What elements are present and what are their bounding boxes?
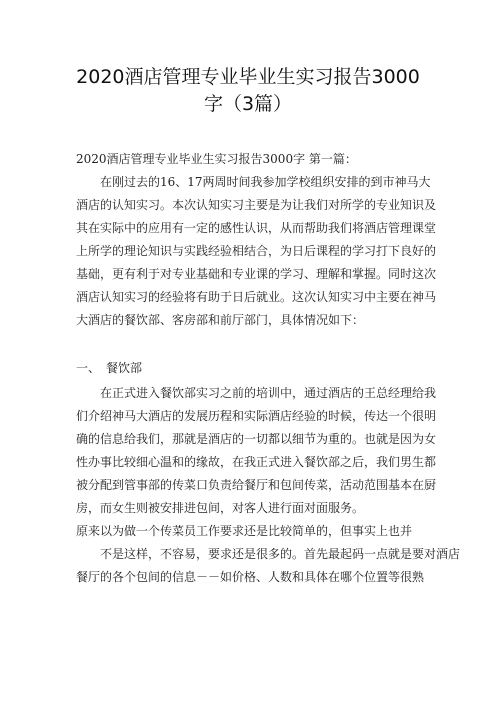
paragraph-line: 其在实际中的应用有一定的感性认识，从而帮助我们将酒店管理课堂 xyxy=(76,221,437,235)
paragraph-line: 确的信息给我们，那就是酒店的一切都以细节为重的。也就是因为女 xyxy=(76,432,437,446)
subsection-heading: 一、 餐饮部 xyxy=(76,361,143,375)
section-heading: 2020酒店管理专业毕业生实习报告3000字 第一篇： xyxy=(76,152,357,166)
paragraph-line: 房，而女生则被安排进包间，对客人进行面对面服务。 xyxy=(76,501,365,515)
paragraph-line: 基础，更有利于对专业基础和专业课的学习、理解和掌握。同时这次 xyxy=(76,267,437,281)
paragraph-line: 大酒店的餐饮部、客房部和前厅部门，具体情况如下： xyxy=(76,313,365,327)
paragraph-line: 被分配到管事部的传菜口负责给餐厅和包间传菜，活动范围基本在厨 xyxy=(76,478,437,492)
paragraph-line: 在正式进入餐饮部实习之前的培训中，通过酒店的王总经理给我 xyxy=(100,386,437,400)
paragraph-line: 餐厅的各个包间的信息－－如价格、人数和具体在哪个位置等很熟 xyxy=(76,570,425,584)
paragraph-line: 酒店的认知实习。本次认知实习主要是为让我们对所学的专业知识及 xyxy=(76,198,437,212)
document-title: 2020酒店管理专业毕业生实习报告3000 xyxy=(76,66,420,88)
paragraph-line: 不是这样，不容易，要求还是很多的。首先最起码一点就是要对酒店 xyxy=(100,547,461,561)
document-title-continued: 字（3篇） xyxy=(203,93,293,115)
paragraph-line: 原来以为做一个传菜员工作要求还是比较简单的，但事实上也并 xyxy=(76,524,413,538)
paragraph-line: 在刚过去的16、17两周时间我参加学校组织安排的到市神马大 xyxy=(100,175,431,189)
paragraph-line: 性办事比较细心温和的缘故，在我正式进入餐饮部之后，我们男生都 xyxy=(76,455,437,469)
paragraph-line: 上所学的理论知识与实践经验相结合，为日后课程的学习打下良好的 xyxy=(76,244,437,258)
paragraph-line: 酒店认知实习的经验将有助于日后就业。这次认知实习中主要在神马 xyxy=(76,290,437,304)
paragraph-line: 们介绍神马大酒店的发展历程和实际酒店经验的时候，传达一个很明 xyxy=(76,409,437,423)
